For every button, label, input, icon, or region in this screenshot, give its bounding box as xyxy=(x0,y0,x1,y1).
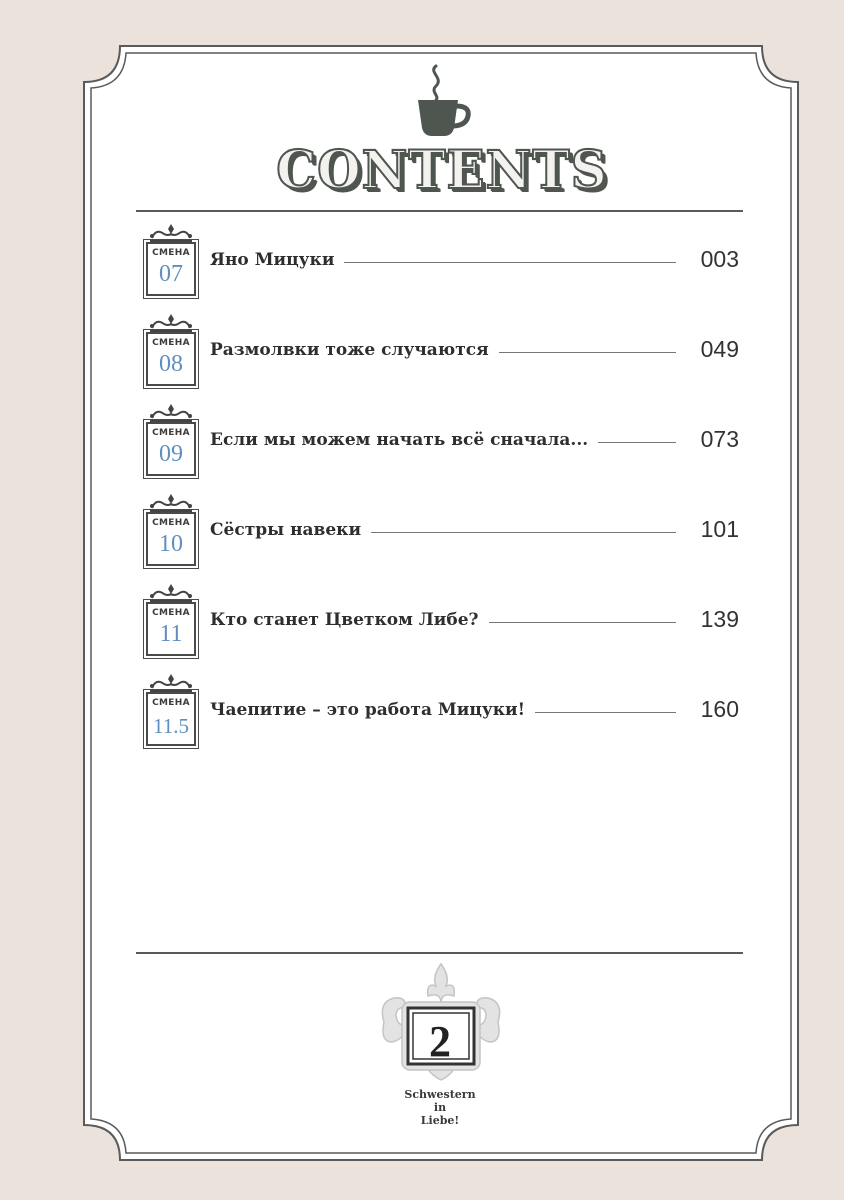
crown-ornament-icon xyxy=(148,222,194,242)
chapter-label: СМЕНА xyxy=(152,518,190,528)
dotted-leader xyxy=(476,622,676,623)
chapter-box xyxy=(146,692,196,746)
page-number: 003 xyxy=(700,246,739,272)
chapter-badge xyxy=(142,492,202,570)
dotted-leader xyxy=(522,712,676,713)
chapter-box xyxy=(146,512,196,566)
crown-ornament-icon xyxy=(148,402,194,422)
chapter-badge xyxy=(142,402,202,480)
dotted-leader xyxy=(474,352,676,353)
toc-row[interactable] xyxy=(136,402,743,482)
chapter-box xyxy=(146,332,196,386)
chapter-badge xyxy=(142,312,202,390)
chapter-badge xyxy=(142,672,202,750)
chapter-box xyxy=(146,602,196,656)
page-number: 139 xyxy=(700,606,739,632)
chapter-number: 11 xyxy=(159,621,183,647)
chapter-label: СМЕНА xyxy=(152,698,190,708)
toc-row[interactable] xyxy=(136,222,743,302)
top-divider xyxy=(136,210,743,212)
chapter-badge xyxy=(142,582,202,660)
dotted-leader xyxy=(336,262,676,263)
chapter-number: 09 xyxy=(159,441,183,467)
volume-number: 2 xyxy=(429,1017,451,1066)
chapter-label: СМЕНА xyxy=(152,608,190,618)
chapter-title: Кто станет Цветком Либе? xyxy=(210,610,489,630)
chapter-box xyxy=(146,242,196,296)
dotted-leader xyxy=(360,532,676,533)
page-number: 160 xyxy=(700,696,739,722)
series-title-line1: Schwestern xyxy=(404,1088,476,1101)
chapter-label: СМЕНА xyxy=(152,428,190,438)
chapter-title: Размолвки тоже случаются xyxy=(210,340,499,360)
toc-row[interactable] xyxy=(136,312,743,392)
bottom-divider xyxy=(136,952,743,954)
crown-ornament-icon xyxy=(148,492,194,512)
page-title: CONTENTS xyxy=(276,138,608,201)
series-title-line3: Liebe! xyxy=(420,1114,460,1127)
chapter-box xyxy=(146,422,196,476)
chapter-number: 08 xyxy=(159,351,183,377)
crown-ornament-icon xyxy=(148,312,194,332)
chapter-title: Сёстры навеки xyxy=(210,520,371,540)
toc-row[interactable] xyxy=(136,492,743,572)
chapter-label: СМЕНА xyxy=(152,248,190,258)
coffee-cup-icon xyxy=(410,62,472,140)
chapter-title: Если мы можем начать всё сначала... xyxy=(210,430,598,450)
crown-ornament-icon xyxy=(148,582,194,602)
chapter-number: 10 xyxy=(159,531,183,557)
chapter-number: 07 xyxy=(159,261,183,287)
toc-row[interactable] xyxy=(136,672,743,752)
page-number: 101 xyxy=(700,516,739,542)
chapter-badge xyxy=(142,222,202,300)
toc-row[interactable] xyxy=(136,582,743,662)
page-number: 049 xyxy=(700,336,739,362)
chapter-title: Яно Мицуки xyxy=(210,250,344,270)
chapter-number: 11.5 xyxy=(153,714,189,738)
page-number: 073 xyxy=(700,426,739,452)
chapter-title: Чаепитие – это работа Мицуки! xyxy=(210,700,535,720)
series-title-line2: in xyxy=(433,1101,447,1114)
title-container xyxy=(0,140,844,199)
crown-ornament-icon xyxy=(148,672,194,692)
chapter-label: СМЕНА xyxy=(152,338,190,348)
